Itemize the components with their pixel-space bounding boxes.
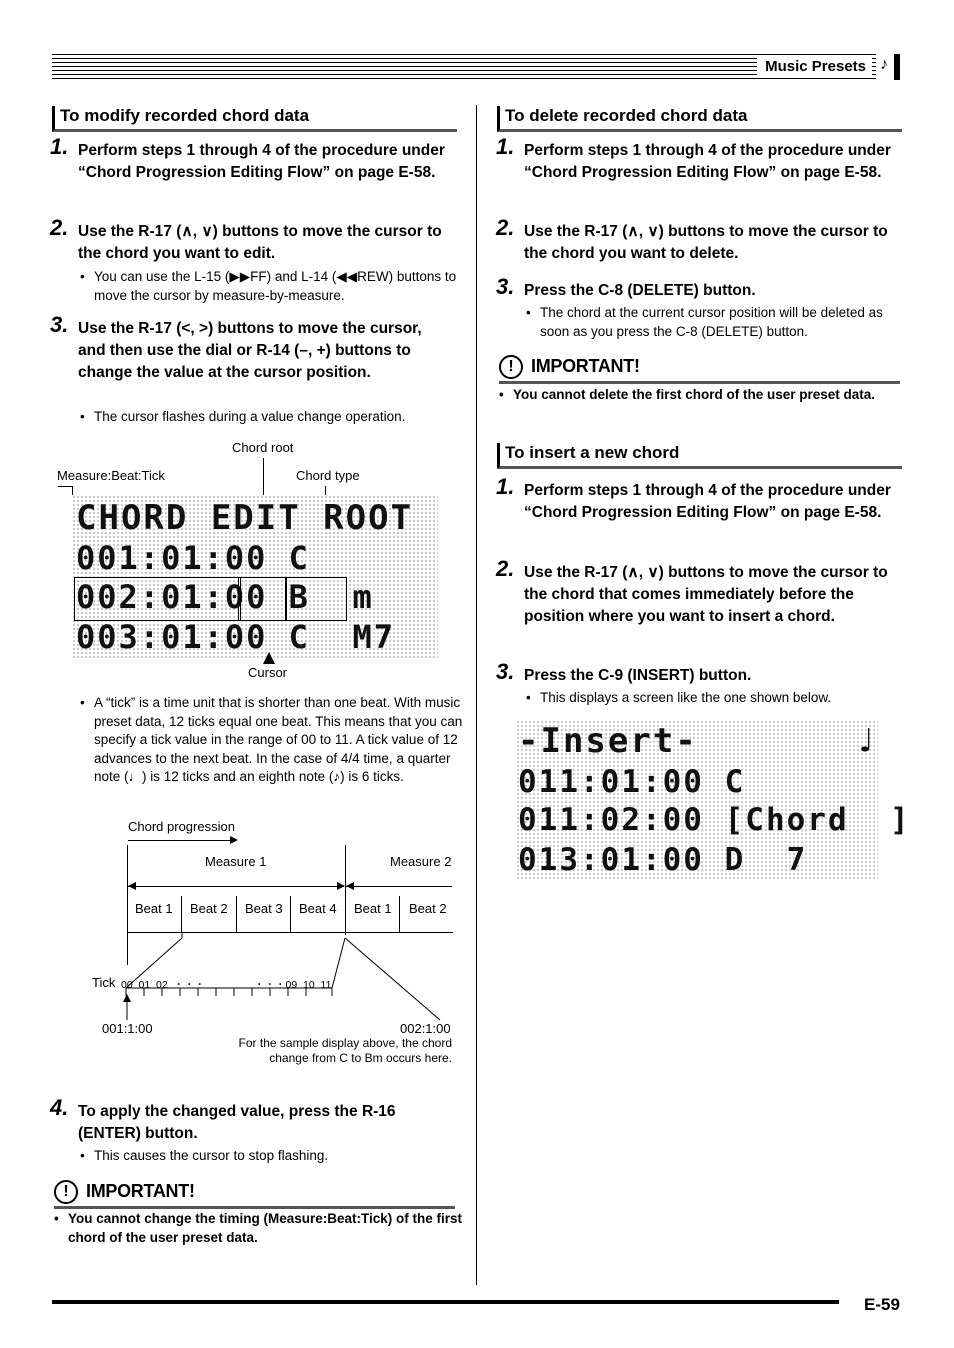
lcd-line-1: CHORD EDIT ROOT bbox=[76, 498, 414, 538]
column-divider bbox=[476, 105, 477, 1285]
label-tick: Tick bbox=[92, 975, 116, 990]
delete-step-3: 3. Press the C-8 (DELETE) button. bbox=[496, 274, 756, 299]
header-rule bbox=[52, 54, 900, 80]
section-title-insert: To insert a new chord bbox=[497, 443, 902, 469]
warning-icon: ! bbox=[54, 1180, 78, 1204]
insert-step-2: 2. Use the R-17 (∧, ∨) buttons to move the cursor to the chord that comes immediately before the position where you want to insert a chord. bbox=[496, 556, 888, 625]
important-banner-left: ! IMPORTANT! bbox=[54, 1180, 455, 1209]
delete-step-1: 1. Perform steps 1 through 4 of the procedure under “Chord Progression Editing Flow” on page E-58. bbox=[496, 134, 891, 181]
measure-1-span bbox=[128, 886, 344, 887]
highlight-chord-root bbox=[238, 577, 287, 621]
label-measure-beat-tick: Measure:Beat:Tick bbox=[57, 468, 165, 483]
lcd-line-2: 001:01:00 C bbox=[76, 539, 310, 577]
delete-step-3-bullet: • The chord at the current cursor position will be deleted as soon as you press the C-8 (DELETE) button. bbox=[524, 304, 915, 341]
modify-step-2: 2. Use the R-17 (∧, ∨) buttons to move the cursor to the chord you want to edit. bbox=[50, 215, 442, 262]
insert-step-3: 3. Press the C-9 (INSERT) button. bbox=[496, 659, 752, 684]
arrow-right-icon bbox=[230, 836, 238, 844]
important-banner-right: ! IMPORTANT! bbox=[499, 355, 900, 384]
label-measure-1: Measure 1 bbox=[205, 854, 267, 869]
lcd-line-3: 002:01:00 B m bbox=[76, 578, 374, 616]
insert-step-3-bullet: • This displays a screen like the one shown below. bbox=[524, 689, 910, 708]
label-cursor: Cursor bbox=[248, 665, 288, 680]
modify-step-3-bullet: • The cursor flashes during a value change operation. bbox=[78, 408, 464, 427]
lcd-insert-display bbox=[516, 720, 911, 880]
position-002-1-00: 002:1:00 bbox=[400, 1021, 451, 1036]
modify-step-4-bullet: • This causes the cursor to stop flashing. bbox=[78, 1147, 464, 1166]
section-title-delete: To delete recorded chord data bbox=[497, 106, 902, 132]
highlight-measure-beat-tick bbox=[74, 577, 241, 621]
cursor-arrow-icon bbox=[263, 652, 275, 664]
arrow-left-icon bbox=[128, 882, 136, 890]
tick-values-end: ・・・09 10 11 bbox=[254, 979, 332, 991]
tick-values-start: 00 01 02 ・・・ bbox=[121, 979, 206, 991]
beat-label: Beat 2 bbox=[409, 901, 447, 916]
lcd-line-3: 011:02:00 [Chord ] bbox=[518, 802, 911, 838]
lcd-line-4: 013:01:00 D 7 bbox=[518, 842, 808, 878]
modify-step-1: 1. Perform steps 1 through 4 of the procedure under “Chord Progression Editing Flow” on page E-58. bbox=[50, 134, 445, 181]
arrow-left-icon bbox=[346, 882, 354, 890]
important-text-right: • You cannot delete the first chord of the user preset data. bbox=[497, 386, 908, 405]
label-measure-2: Measure 2 bbox=[390, 854, 452, 869]
label-chord-progression: Chord progression bbox=[128, 819, 235, 834]
beat-label: Beat 2 bbox=[190, 901, 228, 916]
modify-step-2-bullet: • You can use the L-15 (▶▶FF) and L-14 (◀◀REW) buttons to move the cursor by measure-by-measure. bbox=[78, 268, 464, 305]
insert-step-1: 1. Perform steps 1 through 4 of the procedure under “Chord Progression Editing Flow” on page E-58. bbox=[496, 474, 891, 521]
highlight-chord-type bbox=[285, 577, 347, 621]
modify-step-4: 4. To apply the changed value, press the R-16 (ENTER) button. bbox=[50, 1095, 396, 1142]
measure-2-span bbox=[346, 886, 452, 887]
delete-step-2: 2. Use the R-17 (∧, ∨) buttons to move the cursor to the chord you want to delete. bbox=[496, 215, 888, 262]
page-number: E-59 bbox=[864, 1295, 900, 1314]
header-tab bbox=[876, 54, 900, 80]
beat-label: Beat 1 bbox=[354, 901, 392, 916]
lcd-line-2: 011:01:00 C bbox=[518, 764, 746, 800]
important-text-left: • You cannot change the timing (Measure:Beat:Tick) of the first chord of the user preset data. bbox=[52, 1210, 468, 1247]
footer-rule bbox=[52, 1300, 839, 1304]
chord-change-note: For the sample display above, the chord change from C to Bm occurs here. bbox=[238, 1036, 452, 1065]
lcd-line-1: -Insert- ♩ bbox=[518, 721, 878, 761]
modify-step-3: 3. Use the R-17 (<, >) buttons to move the cursor, and then use the dial or R-14 (–, +) buttons to change the value at the cursor position. bbox=[50, 312, 422, 381]
section-title-modify: To modify recorded chord data bbox=[52, 106, 457, 132]
position-001-1-00: 001:1:00 bbox=[102, 1021, 153, 1036]
label-chord-root: Chord root bbox=[232, 440, 294, 455]
warning-icon: ! bbox=[499, 355, 523, 379]
label-chord-type: Chord type bbox=[296, 468, 360, 483]
arrow-right-icon bbox=[337, 882, 345, 890]
beat-label: Beat 3 bbox=[245, 901, 283, 916]
beat-label: Beat 4 bbox=[299, 901, 337, 916]
music-note-icon: ♪ bbox=[880, 56, 888, 73]
lcd-line-4: 003:01:00 C M7 bbox=[76, 618, 395, 656]
beat-label: Beat 1 bbox=[135, 901, 173, 916]
header-section-title: Music Presets bbox=[757, 58, 872, 76]
tick-explanation: • A “tick” is a time unit that is shorter than one beat. With music preset data, 12 ticks equal one beat. This means that you can specify a tick value in the range of 00 to 11. A tick value of 12 advances to the next beat. In the case of 4/4 time, a quarter note (♩) is 12 ticks and an eighth note (♪) is 6 ticks. bbox=[78, 694, 469, 787]
